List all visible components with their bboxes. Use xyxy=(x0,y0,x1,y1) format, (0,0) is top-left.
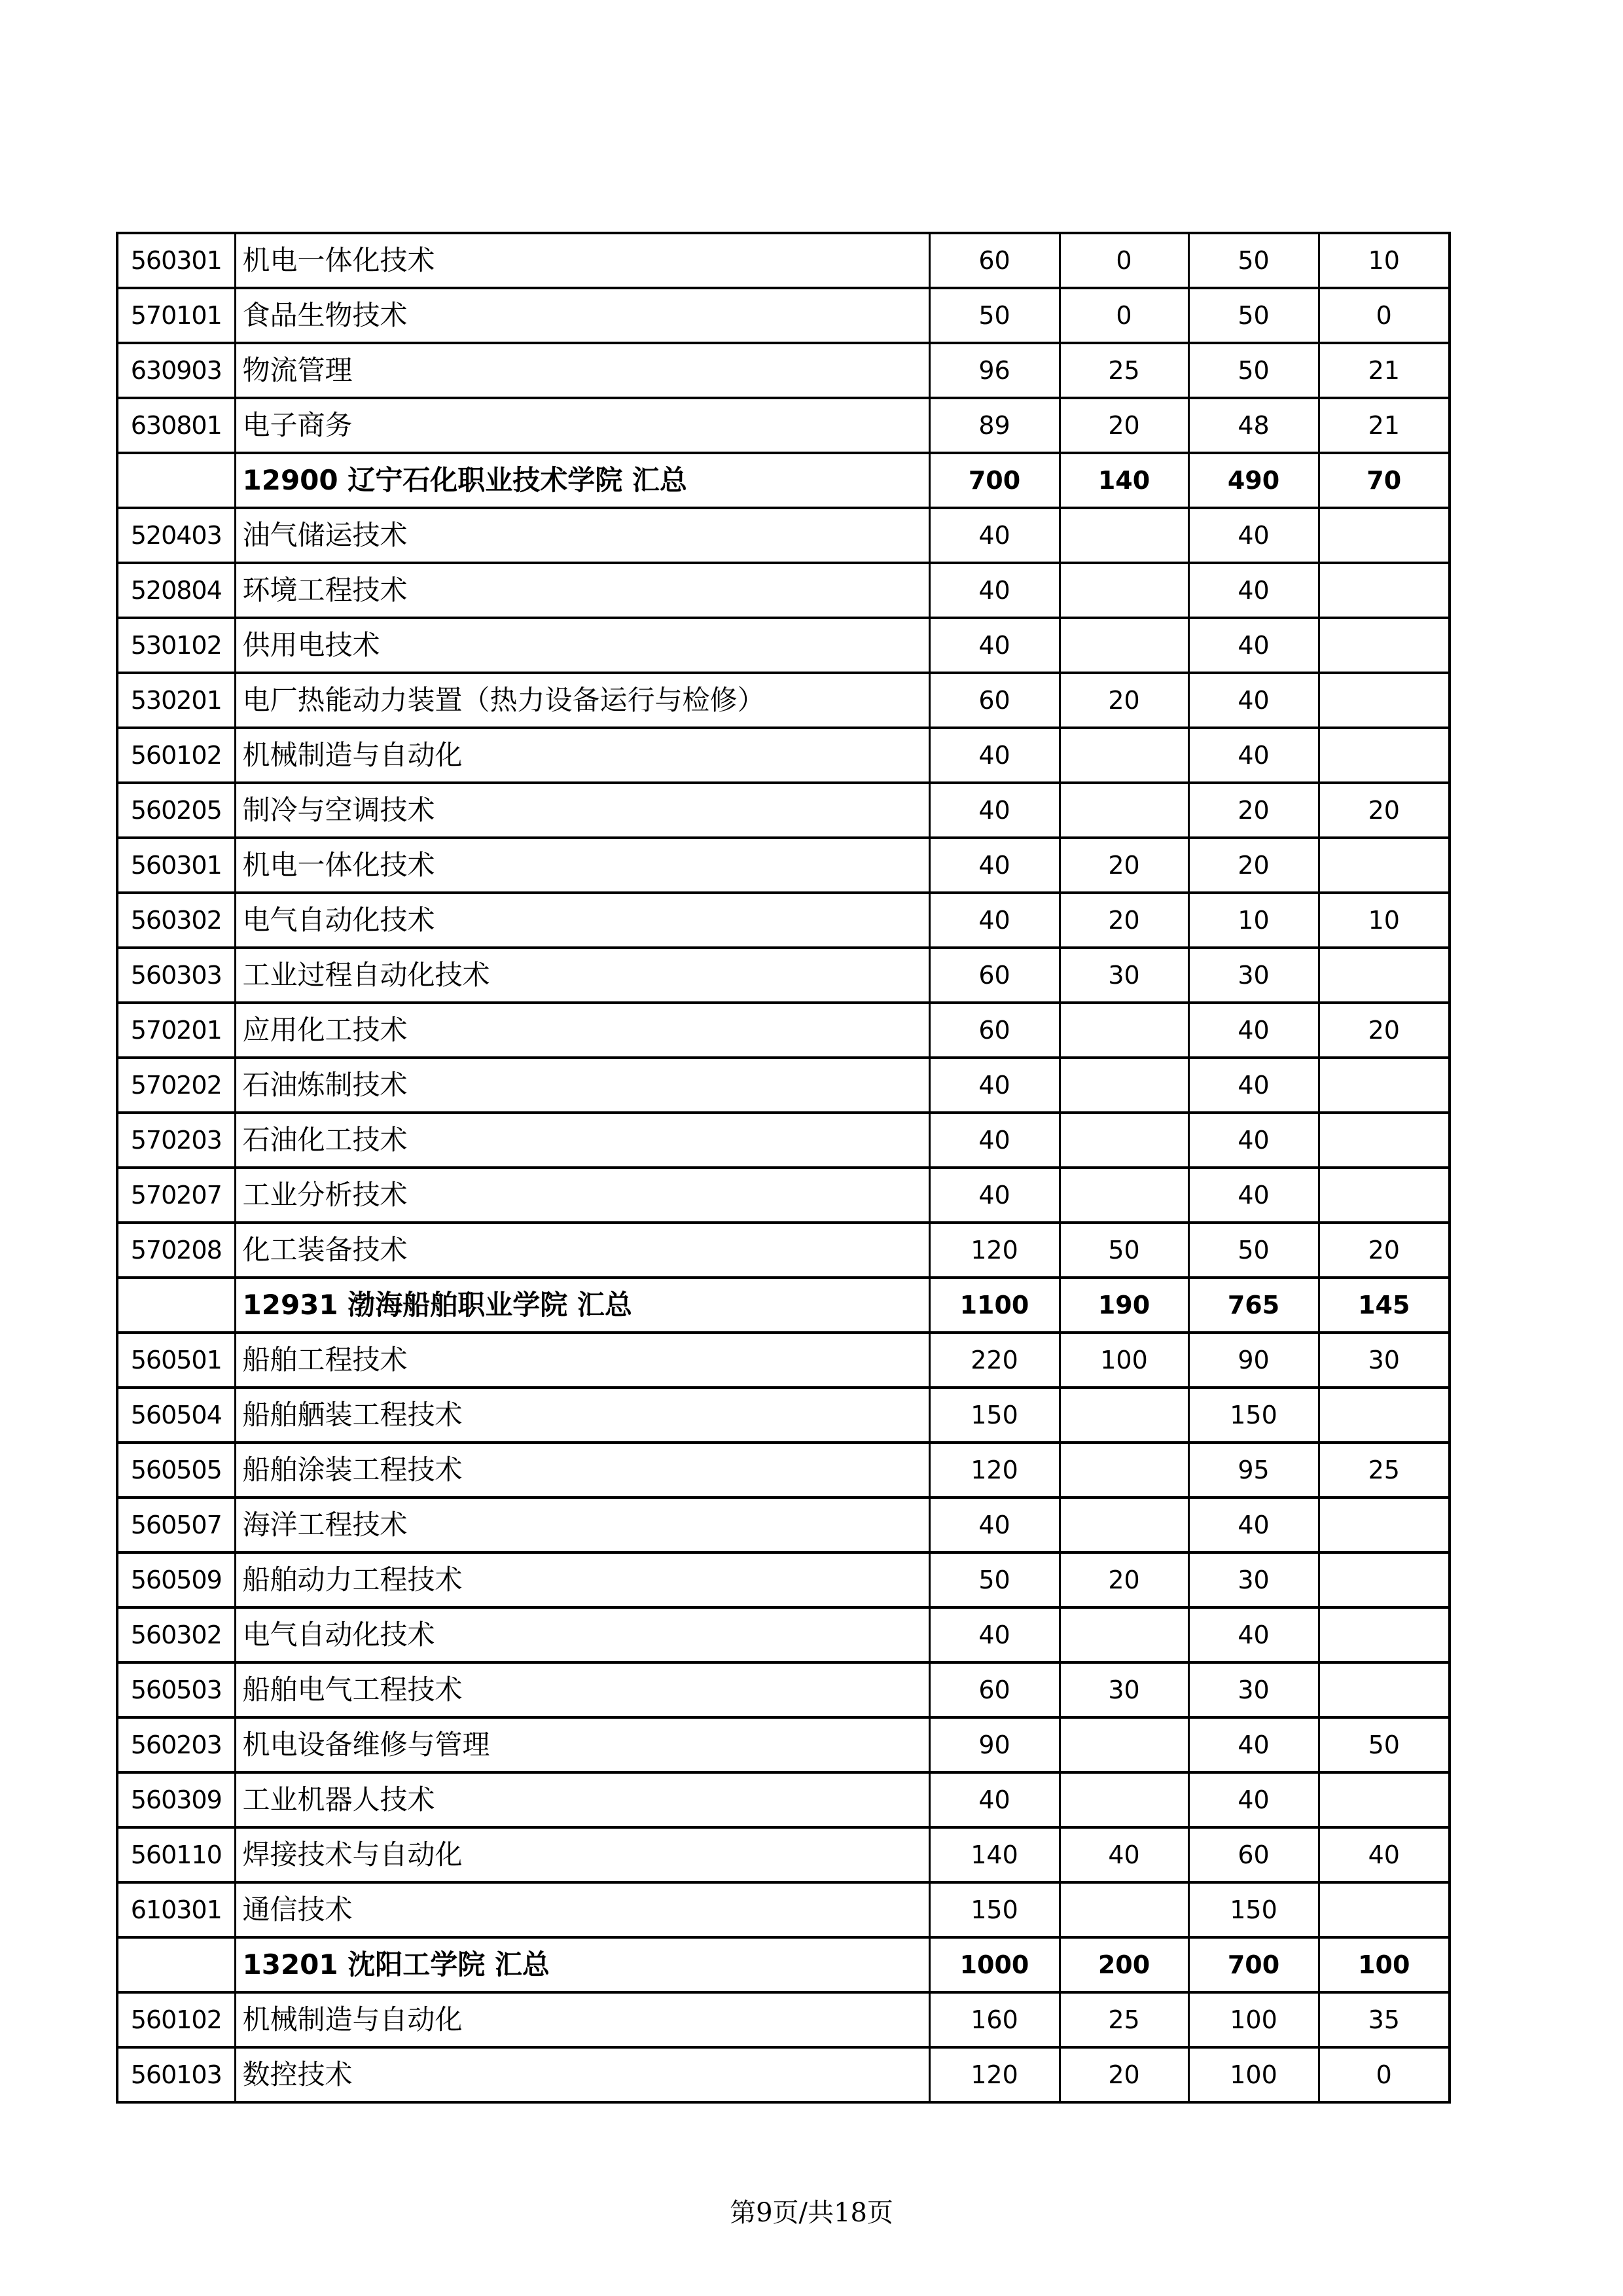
total-cell: 40 xyxy=(929,1113,1060,1168)
col-a-cell: 20 xyxy=(1060,2047,1188,2102)
major-name-cell: 通信技术 xyxy=(235,1882,929,1937)
total-cell: 50 xyxy=(929,1552,1060,1607)
col-a-cell xyxy=(1060,783,1188,838)
total-cell: 96 xyxy=(929,343,1060,398)
school-summary-cell: 13201 沈阳工学院 汇总 xyxy=(235,1937,929,1992)
col-a-cell xyxy=(1060,1168,1188,1223)
total-cell: 160 xyxy=(929,1992,1060,2047)
table-row xyxy=(117,1498,1450,1552)
major-name-cell: 制冷与空调技术 xyxy=(235,783,929,838)
col-b-cell: 90 xyxy=(1188,1333,1319,1388)
major-code-cell: 530102 xyxy=(117,618,235,673)
table-body xyxy=(117,233,1450,2102)
major-name-cell: 机电一体化技术 xyxy=(235,233,929,288)
major-name-cell: 海洋工程技术 xyxy=(235,1498,929,1552)
major-name-cell: 工业过程自动化技术 xyxy=(235,948,929,1003)
col-c-cell: 10 xyxy=(1319,233,1450,288)
col-c-cell: 20 xyxy=(1319,1003,1450,1058)
col-c-cell xyxy=(1319,1058,1450,1113)
major-name-cell: 石油化工技术 xyxy=(235,1113,929,1168)
col-b-cell: 40 xyxy=(1188,1168,1319,1223)
col-b-cell: 50 xyxy=(1188,1223,1319,1278)
total-cell: 120 xyxy=(929,2047,1060,2102)
col-c-cell xyxy=(1319,618,1450,673)
total-cell: 60 xyxy=(929,1662,1060,1717)
school-summary-cell: 12931 渤海船舶职业学院 汇总 xyxy=(235,1278,929,1333)
col-c-cell: 145 xyxy=(1319,1278,1450,1333)
major-code-cell: 530201 xyxy=(117,673,235,728)
col-a-cell: 140 xyxy=(1060,453,1188,508)
total-cell: 60 xyxy=(929,673,1060,728)
major-code-cell: 560503 xyxy=(117,1662,235,1717)
major-code-cell: 560507 xyxy=(117,1498,235,1552)
col-c-cell xyxy=(1319,1882,1450,1937)
col-c-cell: 21 xyxy=(1319,343,1450,398)
major-name-cell: 机械制造与自动化 xyxy=(235,1992,929,2047)
major-name-cell: 食品生物技术 xyxy=(235,288,929,343)
total-cell: 40 xyxy=(929,893,1060,948)
col-c-cell xyxy=(1319,563,1450,618)
col-a-cell: 25 xyxy=(1060,1992,1188,2047)
total-cell: 40 xyxy=(929,618,1060,673)
summary-row xyxy=(117,1937,1450,1992)
col-a-cell xyxy=(1060,1443,1188,1498)
col-a-cell: 20 xyxy=(1060,893,1188,948)
col-c-cell xyxy=(1319,1662,1450,1717)
major-code-cell: 560110 xyxy=(117,1827,235,1882)
col-c-cell xyxy=(1319,1168,1450,1223)
col-a-cell xyxy=(1060,1772,1188,1827)
major-name-cell: 电子商务 xyxy=(235,398,929,453)
col-b-cell: 95 xyxy=(1188,1443,1319,1498)
col-a-cell: 40 xyxy=(1060,1827,1188,1882)
major-code-cell xyxy=(117,1278,235,1333)
total-cell: 1000 xyxy=(929,1937,1060,1992)
major-code-cell xyxy=(117,1937,235,1992)
total-cell: 40 xyxy=(929,1607,1060,1662)
major-code-cell: 570208 xyxy=(117,1223,235,1278)
major-name-cell: 油气储运技术 xyxy=(235,508,929,563)
col-b-cell: 50 xyxy=(1188,288,1319,343)
col-b-cell: 490 xyxy=(1188,453,1319,508)
table-row xyxy=(117,618,1450,673)
col-a-cell: 20 xyxy=(1060,1552,1188,1607)
table-row xyxy=(117,1717,1450,1772)
col-c-cell: 0 xyxy=(1319,288,1450,343)
col-b-cell: 40 xyxy=(1188,1717,1319,1772)
major-code-cell: 560303 xyxy=(117,948,235,1003)
col-b-cell: 30 xyxy=(1188,1552,1319,1607)
major-name-cell: 化工装备技术 xyxy=(235,1223,929,1278)
col-a-cell xyxy=(1060,618,1188,673)
col-a-cell: 50 xyxy=(1060,1223,1188,1278)
major-code-cell: 560102 xyxy=(117,1992,235,2047)
major-code-cell: 520804 xyxy=(117,563,235,618)
major-name-cell: 数控技术 xyxy=(235,2047,929,2102)
col-b-cell: 40 xyxy=(1188,1772,1319,1827)
table-row xyxy=(117,1388,1450,1443)
table-row xyxy=(117,1552,1450,1607)
col-a-cell: 20 xyxy=(1060,838,1188,893)
col-a-cell: 20 xyxy=(1060,673,1188,728)
major-name-cell: 工业分析技术 xyxy=(235,1168,929,1223)
col-b-cell: 40 xyxy=(1188,728,1319,783)
total-cell: 120 xyxy=(929,1443,1060,1498)
table-row xyxy=(117,1003,1450,1058)
col-a-cell xyxy=(1060,1388,1188,1443)
page-number-footer: 第9页/共18页 xyxy=(730,2198,893,2228)
col-b-cell: 40 xyxy=(1188,673,1319,728)
col-a-cell: 25 xyxy=(1060,343,1188,398)
col-c-cell xyxy=(1319,1772,1450,1827)
col-c-cell xyxy=(1319,1552,1450,1607)
major-code-cell: 610301 xyxy=(117,1882,235,1937)
major-code-cell: 560203 xyxy=(117,1717,235,1772)
total-cell: 120 xyxy=(929,1223,1060,1278)
col-a-cell xyxy=(1060,1498,1188,1552)
col-b-cell: 40 xyxy=(1188,508,1319,563)
table-row xyxy=(117,508,1450,563)
col-c-cell xyxy=(1319,508,1450,563)
table-row xyxy=(117,1772,1450,1827)
major-name-cell: 应用化工技术 xyxy=(235,1003,929,1058)
table-row xyxy=(117,2047,1450,2102)
col-c-cell: 21 xyxy=(1319,398,1450,453)
col-c-cell xyxy=(1319,673,1450,728)
major-code-cell: 570201 xyxy=(117,1003,235,1058)
col-c-cell: 40 xyxy=(1319,1827,1450,1882)
col-a-cell: 30 xyxy=(1060,948,1188,1003)
total-cell: 60 xyxy=(929,233,1060,288)
col-a-cell xyxy=(1060,1882,1188,1937)
total-cell: 40 xyxy=(929,838,1060,893)
table-row xyxy=(117,563,1450,618)
col-c-cell xyxy=(1319,1607,1450,1662)
summary-row xyxy=(117,1278,1450,1333)
col-c-cell: 20 xyxy=(1319,1223,1450,1278)
table-row xyxy=(117,1058,1450,1113)
table-row xyxy=(117,1168,1450,1223)
table-row xyxy=(117,673,1450,728)
col-b-cell: 48 xyxy=(1188,398,1319,453)
col-a-cell: 100 xyxy=(1060,1333,1188,1388)
table-row xyxy=(117,398,1450,453)
col-c-cell: 50 xyxy=(1319,1717,1450,1772)
school-summary-cell: 12900 辽宁石化职业技术学院 汇总 xyxy=(235,453,929,508)
col-a-cell: 20 xyxy=(1060,398,1188,453)
col-b-cell: 40 xyxy=(1188,1498,1319,1552)
major-code-cell: 560205 xyxy=(117,783,235,838)
table-row xyxy=(117,1443,1450,1498)
major-code-cell: 630903 xyxy=(117,343,235,398)
major-code-cell: 560103 xyxy=(117,2047,235,2102)
table-row xyxy=(117,1992,1450,2047)
total-cell: 40 xyxy=(929,563,1060,618)
major-name-cell: 船舶涂装工程技术 xyxy=(235,1443,929,1498)
table-row xyxy=(117,1333,1450,1388)
major-code-cell: 570207 xyxy=(117,1168,235,1223)
col-b-cell: 50 xyxy=(1188,343,1319,398)
table-row xyxy=(117,1223,1450,1278)
major-code-cell: 560102 xyxy=(117,728,235,783)
col-b-cell: 40 xyxy=(1188,1607,1319,1662)
table-row xyxy=(117,893,1450,948)
col-b-cell: 20 xyxy=(1188,838,1319,893)
total-cell: 40 xyxy=(929,1058,1060,1113)
table-row xyxy=(117,288,1450,343)
major-code-cell xyxy=(117,453,235,508)
col-a-cell: 190 xyxy=(1060,1278,1188,1333)
major-name-cell: 环境工程技术 xyxy=(235,563,929,618)
col-c-cell: 30 xyxy=(1319,1333,1450,1388)
major-code-cell: 520403 xyxy=(117,508,235,563)
col-a-cell xyxy=(1060,1003,1188,1058)
table-row xyxy=(117,343,1450,398)
col-a-cell xyxy=(1060,1607,1188,1662)
col-b-cell: 60 xyxy=(1188,1827,1319,1882)
total-cell: 50 xyxy=(929,288,1060,343)
major-name-cell: 供用电技术 xyxy=(235,618,929,673)
enrollment-plan-table xyxy=(116,232,1451,2104)
col-c-cell: 25 xyxy=(1319,1443,1450,1498)
col-b-cell: 50 xyxy=(1188,233,1319,288)
col-c-cell xyxy=(1319,838,1450,893)
col-b-cell: 40 xyxy=(1188,618,1319,673)
col-b-cell: 40 xyxy=(1188,1003,1319,1058)
col-c-cell xyxy=(1319,728,1450,783)
table-row xyxy=(117,1607,1450,1662)
major-code-cell: 560302 xyxy=(117,893,235,948)
col-c-cell xyxy=(1319,1498,1450,1552)
col-b-cell: 100 xyxy=(1188,1992,1319,2047)
major-code-cell: 630801 xyxy=(117,398,235,453)
total-cell: 40 xyxy=(929,1772,1060,1827)
table-row xyxy=(117,948,1450,1003)
col-a-cell xyxy=(1060,1717,1188,1772)
col-a-cell: 0 xyxy=(1060,233,1188,288)
total-cell: 90 xyxy=(929,1717,1060,1772)
col-b-cell: 40 xyxy=(1188,1113,1319,1168)
total-cell: 60 xyxy=(929,948,1060,1003)
col-b-cell: 30 xyxy=(1188,1662,1319,1717)
total-cell: 40 xyxy=(929,728,1060,783)
major-name-cell: 电气自动化技术 xyxy=(235,893,929,948)
col-a-cell: 30 xyxy=(1060,1662,1188,1717)
major-name-cell: 船舶电气工程技术 xyxy=(235,1662,929,1717)
col-c-cell: 100 xyxy=(1319,1937,1450,1992)
total-cell: 89 xyxy=(929,398,1060,453)
col-b-cell: 40 xyxy=(1188,1058,1319,1113)
major-name-cell: 工业机器人技术 xyxy=(235,1772,929,1827)
col-c-cell: 70 xyxy=(1319,453,1450,508)
col-b-cell: 20 xyxy=(1188,783,1319,838)
col-c-cell xyxy=(1319,948,1450,1003)
col-b-cell: 30 xyxy=(1188,948,1319,1003)
total-cell: 150 xyxy=(929,1882,1060,1937)
col-c-cell xyxy=(1319,1113,1450,1168)
major-name-cell: 船舶动力工程技术 xyxy=(235,1552,929,1607)
col-b-cell: 100 xyxy=(1188,2047,1319,2102)
col-c-cell: 10 xyxy=(1319,893,1450,948)
col-a-cell xyxy=(1060,1113,1188,1168)
major-code-cell: 570202 xyxy=(117,1058,235,1113)
major-code-cell: 560309 xyxy=(117,1772,235,1827)
table-row xyxy=(117,1113,1450,1168)
major-name-cell: 机电设备维修与管理 xyxy=(235,1717,929,1772)
col-c-cell: 0 xyxy=(1319,2047,1450,2102)
table-row xyxy=(117,728,1450,783)
major-name-cell: 物流管理 xyxy=(235,343,929,398)
table-row xyxy=(117,783,1450,838)
total-cell: 40 xyxy=(929,508,1060,563)
major-name-cell: 机电一体化技术 xyxy=(235,838,929,893)
major-code-cell: 560301 xyxy=(117,838,235,893)
major-code-cell: 570101 xyxy=(117,288,235,343)
major-name-cell: 焊接技术与自动化 xyxy=(235,1827,929,1882)
col-b-cell: 40 xyxy=(1188,563,1319,618)
total-cell: 40 xyxy=(929,1168,1060,1223)
total-cell: 700 xyxy=(929,453,1060,508)
col-b-cell: 150 xyxy=(1188,1388,1319,1443)
col-a-cell: 200 xyxy=(1060,1937,1188,1992)
col-b-cell: 700 xyxy=(1188,1937,1319,1992)
major-code-cell: 560509 xyxy=(117,1552,235,1607)
major-code-cell: 560302 xyxy=(117,1607,235,1662)
major-code-cell: 560504 xyxy=(117,1388,235,1443)
major-code-cell: 560501 xyxy=(117,1333,235,1388)
col-a-cell xyxy=(1060,563,1188,618)
col-a-cell xyxy=(1060,508,1188,563)
total-cell: 60 xyxy=(929,1003,1060,1058)
table-row xyxy=(117,1882,1450,1937)
major-name-cell: 机械制造与自动化 xyxy=(235,728,929,783)
col-b-cell: 765 xyxy=(1188,1278,1319,1333)
col-c-cell: 35 xyxy=(1319,1992,1450,2047)
col-a-cell: 0 xyxy=(1060,288,1188,343)
table-row xyxy=(117,1662,1450,1717)
total-cell: 220 xyxy=(929,1333,1060,1388)
major-name-cell: 船舶工程技术 xyxy=(235,1333,929,1388)
col-b-cell: 10 xyxy=(1188,893,1319,948)
major-code-cell: 570203 xyxy=(117,1113,235,1168)
col-b-cell: 150 xyxy=(1188,1882,1319,1937)
total-cell: 150 xyxy=(929,1388,1060,1443)
col-a-cell xyxy=(1060,1058,1188,1113)
total-cell: 140 xyxy=(929,1827,1060,1882)
major-code-cell: 560505 xyxy=(117,1443,235,1498)
total-cell: 40 xyxy=(929,783,1060,838)
major-name-cell: 电气自动化技术 xyxy=(235,1607,929,1662)
col-a-cell xyxy=(1060,728,1188,783)
table-row xyxy=(117,838,1450,893)
table-row xyxy=(117,1827,1450,1882)
col-c-cell: 20 xyxy=(1319,783,1450,838)
major-name-cell: 船舶舾装工程技术 xyxy=(235,1388,929,1443)
total-cell: 1100 xyxy=(929,1278,1060,1333)
major-code-cell: 560301 xyxy=(117,233,235,288)
col-c-cell xyxy=(1319,1388,1450,1443)
major-name-cell: 电厂热能动力装置（热力设备运行与检修） xyxy=(235,673,929,728)
total-cell: 40 xyxy=(929,1498,1060,1552)
summary-row xyxy=(117,453,1450,508)
table-row xyxy=(117,233,1450,288)
major-name-cell: 石油炼制技术 xyxy=(235,1058,929,1113)
